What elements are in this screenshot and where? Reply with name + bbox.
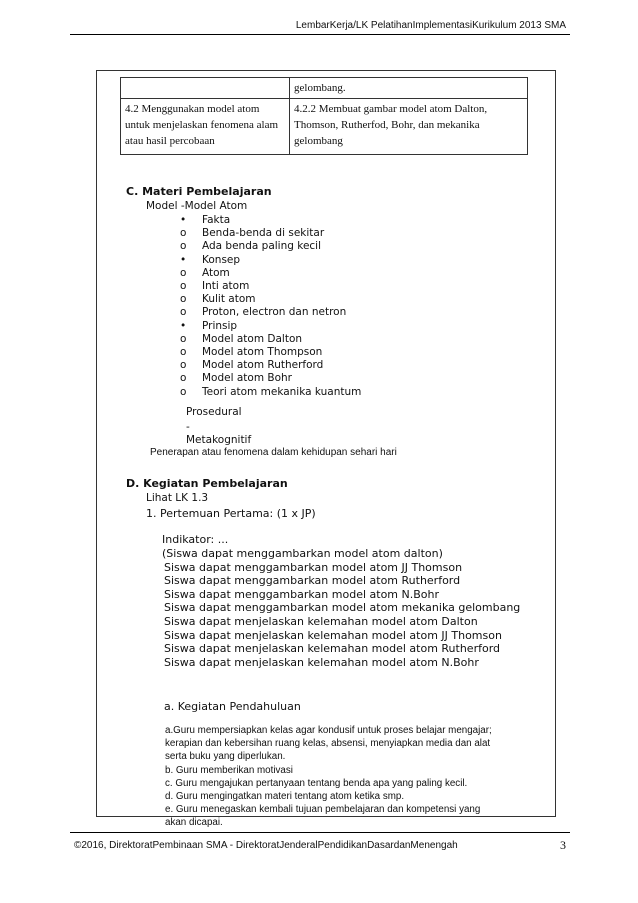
penerapan-label: Penerapan atau fenomena dalam kehidupan sehari hari — [150, 447, 397, 458]
indikator-item: Siswa dapat menjelaskan kelemahan model atom Rutherford — [164, 642, 501, 656]
list-item — [180, 372, 292, 384]
circle-bullet-icon: o — [180, 372, 187, 385]
list-item-text: Atom — [202, 266, 230, 279]
bullet-icon: • — [180, 253, 187, 266]
pendahuluan-line: d. Guru mengingatkan materi tentang atom ketika smp. — [165, 791, 405, 803]
circle-bullet-icon: o — [180, 306, 187, 319]
table-row — [121, 99, 528, 155]
list-item — [180, 240, 321, 252]
circle-bullet-icon: o — [180, 266, 187, 279]
bullet-icon: • — [180, 319, 187, 332]
metakognitif-label: Metakognitif — [186, 434, 252, 446]
dash-label: - — [186, 421, 190, 433]
indikator-item: Siswa dapat menggambarkan model atom JJ Thomson — [164, 560, 463, 574]
header-divider — [70, 34, 570, 35]
pendahuluan-line: b. Guru memberikan motivasi — [165, 764, 293, 776]
table-cell-competency: 4.2 Menggunakan model atom untuk menjelaskan fenomena alam atau hasil percobaan — [121, 99, 290, 155]
list-item-text: Model atom Thompson — [202, 346, 323, 358]
table-cell-indicator: 4.2.2 Membuat gambar model atom Dalton, Thomson, Rutherfod, Bohr, dan mekanika gelombang — [290, 99, 528, 155]
page-footer: ©2016, DirektoratPembinaan SMA - DirektoratJenderalPendidikanDasardanMenengah — [74, 840, 458, 851]
pendahuluan-line: akan dicapai. — [165, 817, 223, 829]
pendahuluan-line: c. Guru mengajukan pertanyaan tentang benda apa yang paling kecil. — [165, 777, 468, 789]
list-item — [180, 227, 324, 239]
indikator-item: Siswa dapat menggambarkan model atom mekanika gelombang — [164, 601, 521, 615]
pendahuluan-text-box — [165, 724, 531, 830]
list-item — [180, 333, 302, 345]
section-c-title: C. Materi Pembelajaran — [126, 185, 272, 198]
list-item-text: Proton, electron dan netron — [202, 306, 347, 319]
prosedural-label: Prosedural — [186, 406, 242, 418]
indikator-item: Siswa dapat menjelaskan kelemahan model atom JJ Thomson — [164, 628, 502, 642]
circle-bullet-icon: o — [180, 385, 187, 398]
list-item-text: Teori atom mekanika kuantum — [202, 385, 362, 398]
list-item — [180, 293, 256, 305]
pertemuan-heading: 1. Pertemuan Pertama: (1 x JP) — [146, 507, 316, 520]
list-item — [180, 320, 237, 332]
table-row — [121, 78, 528, 99]
list-item-text: Prinsip — [202, 319, 238, 332]
table-cell-competency — [121, 78, 290, 99]
circle-bullet-icon: o — [180, 280, 187, 292]
objectives-table — [120, 77, 528, 155]
list-item-text: Ada benda paling kecil — [202, 240, 322, 253]
bullet-icon: • — [180, 214, 187, 226]
list-item — [180, 214, 230, 226]
list-item-text: Benda-benda di sekitar — [202, 227, 325, 240]
indikator-item: (Siswa dapat menggambarkan model atom dalton) — [162, 547, 443, 560]
list-item-text: Model atom Rutherford — [202, 359, 324, 372]
circle-bullet-icon: o — [180, 359, 187, 372]
pendahuluan-line: a.Guru mempersiapkan kelas agar kondusif untuk proses belajar mengajar; — [165, 725, 492, 736]
list-item — [180, 359, 323, 371]
pendahuluan-line: e. Guru menegaskan kembali tujuan pembelajaran dan kompetensi yang — [165, 804, 481, 816]
indikator-label: Indikator: ... — [162, 533, 229, 546]
page-header: LembarKerja/LK PelatihanImplementasiKurikulum 2013 SMA — [295, 20, 566, 31]
lihat-lk: Lihat LK 1.3 — [146, 492, 209, 504]
list-item — [180, 267, 230, 279]
list-item — [180, 346, 322, 358]
list-item-text: Model atom Dalton — [202, 332, 303, 345]
section-c-subtitle: Model -Model Atom — [146, 200, 248, 212]
circle-bullet-icon: o — [180, 227, 187, 240]
circle-bullet-icon: o — [180, 346, 187, 358]
section-d-title: D. Kegiatan Pembelajaran — [126, 477, 288, 490]
pendahuluan-line: kerapian dan kebersihan ruang kelas, absensi, menyiapkan media dan alat — [165, 738, 491, 750]
indikator-item: Siswa dapat menjelaskan kelemahan model atom Dalton — [164, 615, 478, 628]
list-item — [180, 254, 240, 266]
circle-bullet-icon: o — [180, 240, 187, 253]
table-cell-indicator: gelombang. — [290, 78, 528, 99]
list-item — [180, 280, 249, 292]
pendahuluan-line: serta buku yang diperlukan. — [165, 751, 286, 763]
list-item-text: Fakta — [202, 214, 231, 226]
circle-bullet-icon: o — [180, 332, 187, 345]
circle-bullet-icon: o — [180, 293, 187, 306]
list-item — [180, 386, 361, 398]
footer-divider — [70, 832, 570, 833]
list-item-text: Model atom Bohr — [202, 372, 293, 385]
indikator-item: Siswa dapat menggambarkan model atom Rutherford — [164, 574, 461, 588]
page-number: 3 — [560, 838, 566, 852]
indikator-item: Siswa dapat menggambarkan model atom N.Bohr — [164, 587, 440, 601]
list-item-text: Inti atom — [202, 280, 250, 292]
kegiatan-pendahuluan-heading: a. Kegiatan Pendahuluan — [164, 700, 301, 713]
list-item-text: Kulit atom — [202, 293, 256, 306]
list-item — [180, 306, 346, 318]
indikator-item: Siswa dapat menjelaskan kelemahan model atom N.Bohr — [164, 655, 479, 669]
list-item-text: Konsep — [202, 253, 241, 266]
